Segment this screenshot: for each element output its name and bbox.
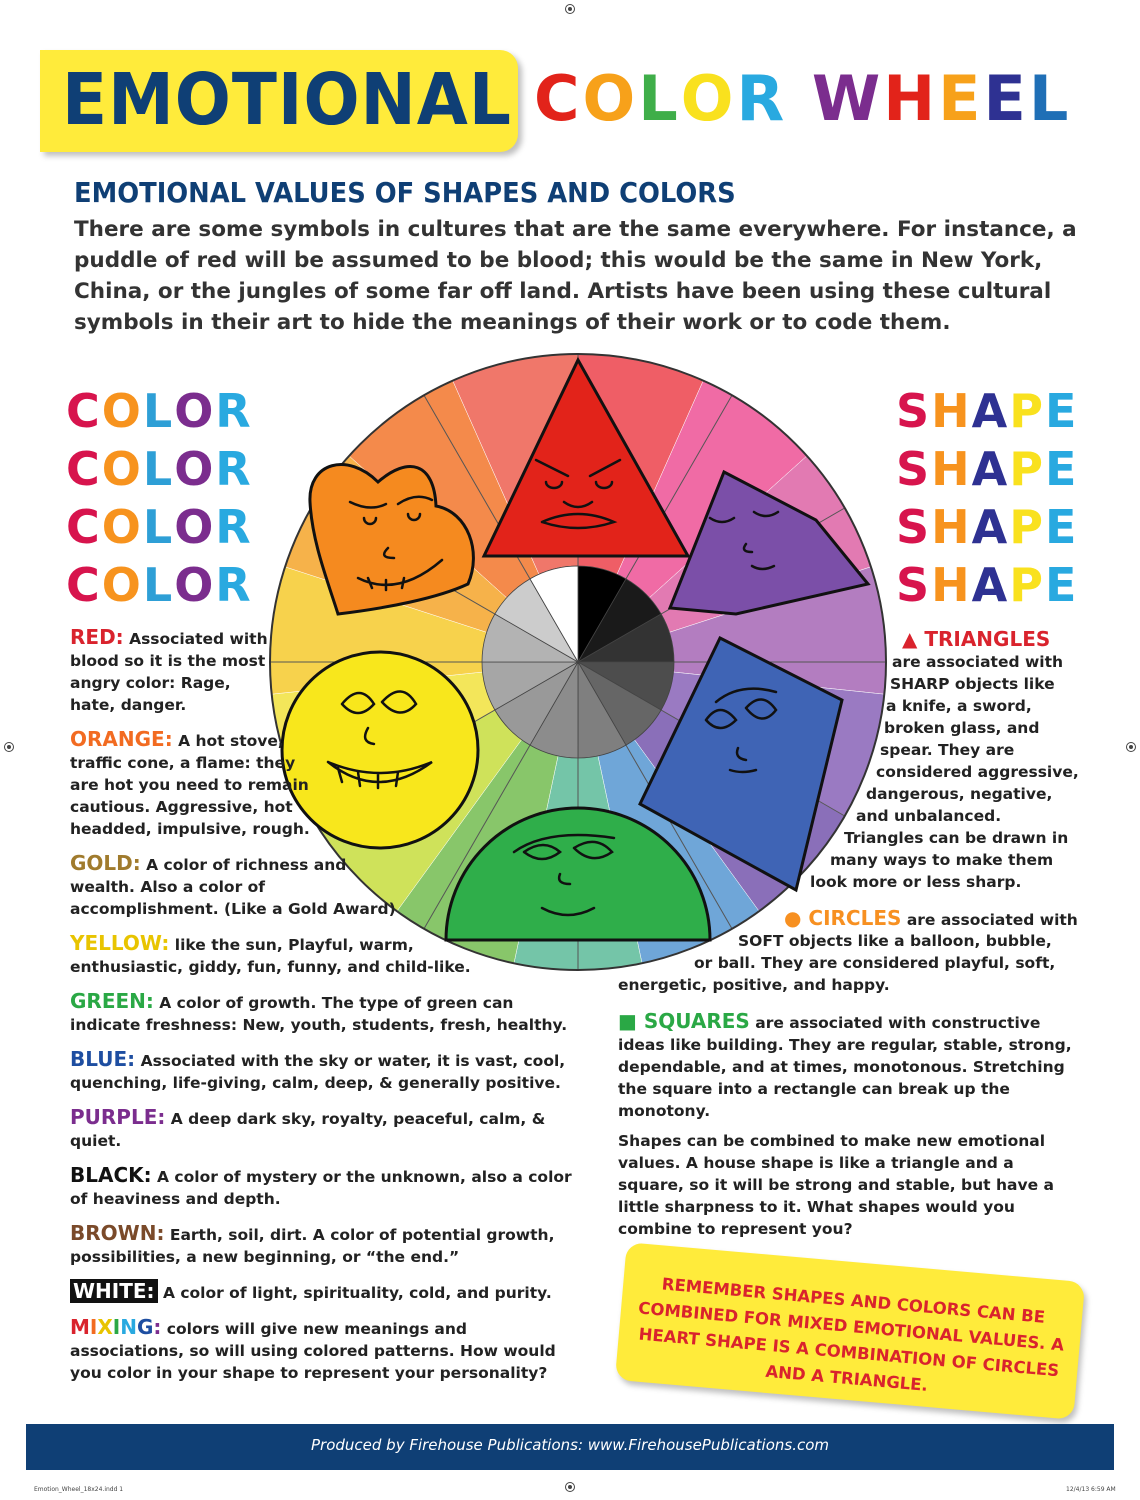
color-black-entry xyxy=(70,1164,580,1210)
color-purple-entry xyxy=(70,1106,590,1152)
color-mixing-label: MIXING: xyxy=(70,1315,162,1339)
triangles-line: spear. They are xyxy=(880,741,1015,759)
registration-mark-right xyxy=(1126,742,1136,752)
circles-line: SOFT objects like a balloon, bubble, xyxy=(738,932,1052,950)
decor-word: COLOR xyxy=(66,384,253,438)
title-letter: R xyxy=(736,62,788,135)
registration-mark-top xyxy=(565,4,575,14)
color-yellow-label: YELLOW: xyxy=(70,931,170,955)
color-green-label: GREEN: xyxy=(70,989,154,1013)
triangles-heading: ▲ TRIANGLES xyxy=(902,627,1051,651)
color-white-entry xyxy=(70,1280,590,1304)
color-white-label: WHITE: xyxy=(70,1279,158,1303)
footer-credit: Produced by Firehouse Publications: www.FirehousePublications.com xyxy=(311,1436,829,1454)
title-letter: O xyxy=(582,62,639,135)
triangles-line: dangerous, negative, xyxy=(866,785,1053,803)
registration-mark-bottom xyxy=(565,1482,575,1492)
color-orange-label: ORANGE: xyxy=(70,727,173,751)
color-brown-text: Earth, soil, dirt. A color of potential growth, possibilities, a new beginning, or “the end.” xyxy=(70,1226,555,1266)
triangles-line: SHARP objects like xyxy=(890,675,1055,693)
title-color-wheel xyxy=(534,62,1071,135)
circles-line: ● CIRCLES are associated with xyxy=(784,906,1078,930)
circles-heading: ● CIRCLES xyxy=(784,906,902,930)
title-letter: C xyxy=(534,62,583,135)
squares-heading: ■ SQUARES xyxy=(618,1009,750,1033)
color-red-label: RED: xyxy=(70,625,124,649)
color-yellow-entry xyxy=(70,932,510,978)
triangles-line: broken glass, and xyxy=(884,719,1040,737)
triangles-line: look more or less sharp. xyxy=(810,873,1022,891)
title-letter: L xyxy=(1028,62,1072,135)
triangles-line: a knife, a sword, xyxy=(886,697,1032,715)
decor-word: COLOR xyxy=(66,442,253,496)
color-gold-text: A color of richness and wealth. Also a color of accomplishment. (Like a Gold Award) xyxy=(70,856,396,918)
reminder-text: REMEMBER SHAPES AND COLORS CAN BE COMBINED FOR MIXED EMOTIONAL VALUES. A HEART SHAPE IS A COMBINATION OF CIRCLES AND A TRIANGLE. xyxy=(637,1274,1065,1395)
color-purple-label: PURPLE: xyxy=(70,1105,166,1129)
squares-text: are associated with constructive ideas like building. They are regular, stable, strong, dependable, and at times, monotonous. Stretching the square into a rectangle can break up the monotony. xyxy=(618,1014,1072,1120)
decor-word: SHAPE xyxy=(896,558,1079,612)
title-letter: O xyxy=(680,62,737,135)
triangles-line: and unbalanced. xyxy=(856,807,1002,825)
combine-paragraph: Shapes can be combined to make new emotional values. A house shape is like a triangle and a square, so it will be strong and stable, but have a little sharpness to it. What shapes would you combine to represent you? xyxy=(618,1132,1054,1238)
title-letter: E xyxy=(983,62,1029,135)
color-green-text: A color of growth. The type of green can indicate freshness: New, youth, students, fresh, healthy. xyxy=(70,994,568,1034)
color-brown-label: BROWN: xyxy=(70,1221,165,1245)
decor-word: COLOR xyxy=(66,558,253,612)
color-white-text: A color of light, spirituality, cold, and purity. xyxy=(157,1284,552,1302)
title-letter: L xyxy=(638,62,681,135)
title-letter xyxy=(787,62,812,135)
color-mixing-text: colors will give new meanings and associations, so will using colored patterns. How would you color in your shape to represent your personality? xyxy=(70,1320,556,1382)
color-word-stack xyxy=(66,382,253,614)
color-red-entry xyxy=(70,626,270,716)
shape-word-stack xyxy=(896,382,1078,614)
color-red-text: Associated with blood so it is the most angry color: Rage, hate, danger. xyxy=(70,630,268,714)
slug-date: 12/4/13 6:59 AM xyxy=(1066,1486,1116,1493)
triangles-line: are associated with xyxy=(892,653,1064,671)
color-blue-entry xyxy=(70,1048,580,1094)
triangles-line: many ways to make them xyxy=(830,851,1054,869)
color-descriptions xyxy=(70,626,590,1396)
title-letter: W xyxy=(811,62,884,135)
color-black-text: A color of mystery or the unknown, also a color of heaviness and depth. xyxy=(70,1168,572,1208)
color-orange-entry xyxy=(70,728,310,840)
circles-line: energetic, positive, and happy. xyxy=(618,976,890,994)
decor-word: COLOR xyxy=(66,500,253,554)
triangles-line: considered aggressive, xyxy=(876,763,1079,781)
color-blue-text: Associated with the sky or water, it is vast, cool, quenching, life-giving, calm, deep, & generally positive. xyxy=(70,1052,566,1092)
color-black-label: BLACK: xyxy=(70,1163,152,1187)
squares-paragraph xyxy=(618,1010,1080,1122)
color-gold-entry xyxy=(70,852,415,920)
color-yellow-text: like the sun, Playful, warm, enthusiastic, giddy, fun, funny, and child-like. xyxy=(70,936,471,976)
intro-paragraph: There are some symbols in cultures that are the same everywhere. For instance, a puddle of red will be assumed to be blood; this would be the same in New York, China, or the jungles of some far off land. Artists have been using these cultural symbols in their art to hide the meanings of their work or to code them. xyxy=(74,217,1077,335)
circles-line: or ball. They are considered playful, soft, xyxy=(694,954,1056,972)
color-mixing-entry xyxy=(70,1316,560,1384)
color-gold-label: GOLD: xyxy=(70,851,141,875)
color-orange-text: A hot stove, traffic cone, a flame: they are hot you need to remain cautious. Aggressive, hot headded, impulsive, rough. xyxy=(70,732,310,838)
color-green-entry xyxy=(70,990,570,1036)
color-brown-entry xyxy=(70,1222,560,1268)
decor-word: SHAPE xyxy=(896,384,1079,438)
title-letter: E xyxy=(938,62,984,135)
color-purple-text: A deep dark sky, royalty, peaceful, calm, & quiet. xyxy=(70,1110,546,1150)
slug-file: Emotion_Wheel_18x24.indd 1 xyxy=(34,1486,124,1493)
triangles-line: Triangles can be drawn in xyxy=(844,829,1069,847)
title-letter: H xyxy=(883,62,939,135)
decor-word: SHAPE xyxy=(896,442,1079,496)
page-subheading: EMOTIONAL VALUES OF SHAPES AND COLORS xyxy=(74,176,736,209)
registration-mark-left xyxy=(4,742,14,752)
title-emotional: EMOTIONAL xyxy=(62,58,512,142)
decor-word: SHAPE xyxy=(896,500,1079,554)
color-blue-label: BLUE: xyxy=(70,1047,136,1071)
